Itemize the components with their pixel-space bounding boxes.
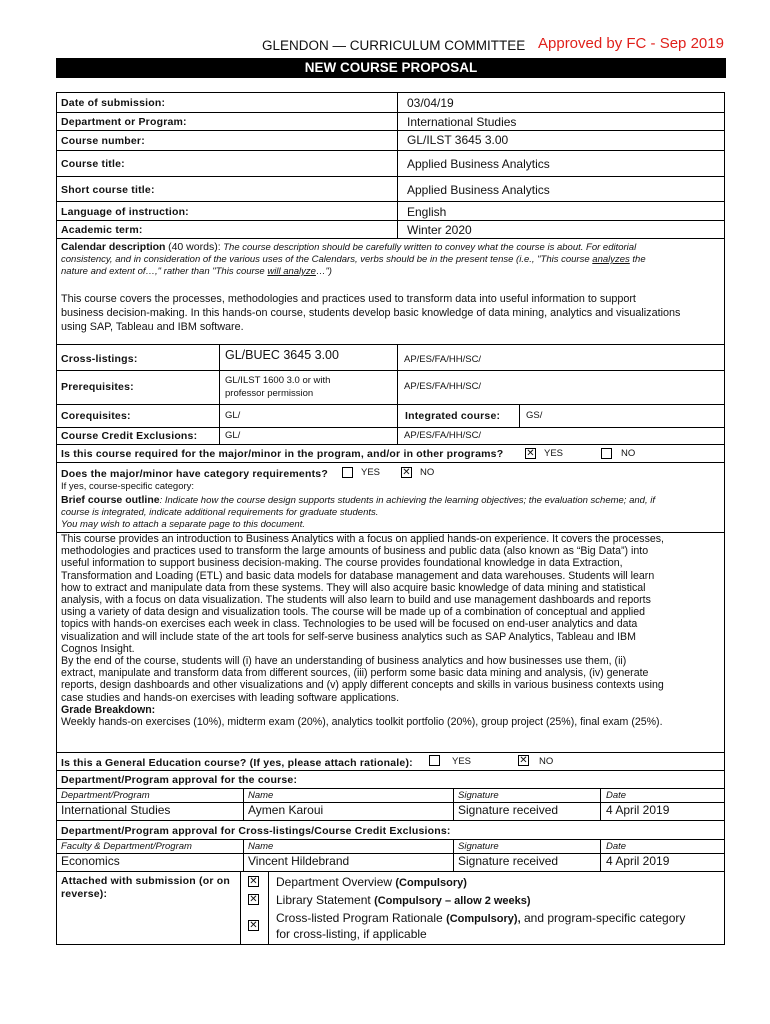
outline-instructions [61,494,721,531]
calendar-text-line: business decision-making. In this hands-on course, students develop basic knowledge of data mining, analytics and visualizations [61,307,681,319]
required-yes-label: YES [544,448,564,459]
cross-listed-rationale-checkbox[interactable] [248,920,259,931]
outline-instr-3: You may wish to attach a separate page to this document. [61,519,305,530]
approval2-name: Vincent Hildebrand [248,854,350,868]
approval-stamp: Approved by FC - Sep 2019 [538,35,724,52]
attachment-line2: for cross-listing, if applicable [276,927,427,941]
attachment-text: Library Statement [276,893,371,907]
approval1-col-date: Date [606,790,627,801]
prerequisites-label: Prerequisites: [61,381,134,393]
required-yes-checkbox[interactable] [525,448,536,459]
approval2-date: 4 April 2019 [606,854,670,868]
calendar-instr-1: The course description should be carefully written to convey what the course is about. For editorial [223,242,637,253]
grade-breakdown-text: Weekly hands-on exercises (10%), midterm exam (20%), analytics toolkit portfolio (20%), group project (25%), final exam (25%). [61,716,663,729]
dept-value: International Studies [407,115,517,129]
required-no-checkbox[interactable] [601,448,612,459]
dept-overview-checkbox[interactable] [248,876,259,887]
calendar-words: (40 words): [168,241,221,253]
outline-instr-1: : Indicate how the course design supports students in achieving the learning objectives; the evaluation scheme; and, if [159,495,655,506]
grade-breakdown-label: Grade Breakdown: [61,703,156,716]
course-title-label: Course title: [61,158,125,170]
approval1-col-dept: Department/Program [61,790,150,801]
category-question: Does the major/minor have category requirements? [61,468,328,480]
category-if-yes: If yes, course-specific category: [61,481,195,492]
gened-yes-checkbox[interactable] [429,755,440,766]
outline-line: topics with hands-on exercises each week in class. Technologies to be used will be focused on end-user analytics and data [61,618,638,631]
attachment-compulsory: (Compulsory), [446,913,521,925]
calendar-instr-2: consistency, and in consideration of the various uses of the Calendars, verbs should be in the present tense (i.e., "This course [61,254,590,265]
attached-label-line: Attached with submission (or on [61,875,230,887]
short-title-label: Short course title: [61,184,155,196]
category-yes-label: YES [361,467,381,478]
credit-exclusions-codes: AP/ES/FA/HH/SC/ [404,430,482,441]
required-question: Is this course required for the major/minor in the program, and/or in other programs? [61,448,504,460]
outline-line: Cognos Insight. [61,642,135,655]
calendar-text-line: This course covers the processes, methodologies and practices used to transform data into useful information to support [61,293,636,305]
prerequisites-codes: AP/ES/FA/HH/SC/ [404,381,482,392]
outline-line: This course provides an introduction to Business Analytics with a focus on applied hands-on experience. It covers the processes, [61,533,664,545]
prereq-line: GL/ILST 1600 3.0 or with [225,375,331,386]
approval1-col-signature: Signature [458,790,499,801]
outline-line: extract, manipulate and transform data from different sources, (iii) perform some basic data mining and analysis, (iv) generate [61,667,649,680]
cross-listings-value: GL/BUEC 3645 3.00 [225,348,339,362]
approval2-col-date: Date [606,841,627,852]
attached-label [61,875,230,901]
approval1-title: Department/Program approval for the course: [61,774,298,786]
corequisites-label: Corequisites: [61,410,131,422]
gened-no-label: NO [539,756,554,767]
proposal-banner-title: NEW COURSE PROPOSAL [304,60,478,75]
attachment-library-statement [276,893,531,907]
date-label: Date of submission: [61,97,166,109]
outline-line: analysis, with a focus on data visualization. The students will also learn to build and use management dashboards and reports [61,594,651,607]
gened-yes-label: YES [452,756,472,767]
language-label: Language of instruction: [61,206,189,218]
attachment-compulsory: (Compulsory) [395,877,467,889]
outline-line: how to extract and manipulate data from these systems. They will also acquire basic knowledge of data mining and statistical [61,581,646,594]
attachment-rest: and program-specific category [523,911,686,925]
required-no-label: NO [621,448,636,459]
library-statement-checkbox[interactable] [248,894,259,905]
prerequisites-value [225,374,330,400]
cross-listings-codes: AP/ES/FA/HH/SC/ [404,354,482,365]
approval1-col-name: Name [248,790,274,801]
category-no-label: NO [420,467,435,478]
approval2-col-dept: Faculty & Department/Program [61,841,192,852]
calendar-instr-2-end: the [632,254,646,265]
approval1-date: 4 April 2019 [606,803,670,817]
course-number-label: Course number: [61,135,145,147]
gened-no-checkbox[interactable] [518,755,529,766]
outline-line: useful information to support business decision-making. The course provides foundational knowledge in data Extraction, [61,557,623,570]
course-title-value: Applied Business Analytics [407,157,550,171]
credit-exclusions-value: GL/ [225,430,241,441]
attachment-text: Cross-listed Program Rationale [276,911,443,925]
calendar-instr-2-u: analyzes [592,254,630,265]
integrated-course-label: Integrated course: [405,410,501,422]
attachment-compulsory: (Compulsory – allow 2 weeks) [374,895,531,907]
approval1-signature: Signature received [458,803,559,817]
term-value: Winter 2020 [407,223,472,237]
outline-label: Brief course outline [61,494,160,506]
calendar-instr-3a: nature and extent of…," rather than "This course [61,266,265,277]
integrated-course-value: GS/ [526,410,543,421]
category-no-checkbox[interactable] [401,467,412,478]
dept-label: Department or Program: [61,116,187,128]
attachment-dept-overview [276,875,467,889]
outline-line: visualization and will include state of the art tools for self-serve business analytics such as SAP Analytics, Tableau and IBM [61,630,636,643]
gened-question: Is this a General Education course? (If yes, please attach rationale): [61,757,413,769]
outline-instr-2: course is integrated, indicate additional requirements for graduate students. [61,507,379,518]
corequisites-value: GL/ [225,410,241,421]
outline-line: Transformation and Loading (ETL) and basic data models for database management and data warehouses. Students will learn [61,569,655,582]
language-value: English [407,205,447,219]
date-value: 03/04/19 [407,96,454,110]
calendar-instructions [61,241,721,278]
attached-label-line: reverse): [61,888,108,900]
calendar-instr-3-u: will analyze [267,266,316,277]
outline-line: reports, design dashboards and other visualizations and (v) apply different concepts and skills in various business contexts using [61,679,664,692]
course-number-value: GL/ILST 3645 3.00 [407,133,509,147]
approval2-title: Department/Program approval for Cross-listings/Course Credit Exclusions: [61,825,451,837]
cross-listings-label: Cross-listings: [61,353,138,365]
approval2-col-signature: Signature [458,841,499,852]
term-label: Academic term: [61,224,143,236]
outline-line: methodologies and practices used to transform the large amounts of business and public data (also known as “Big Data”) into [61,545,649,558]
category-yes-checkbox[interactable] [342,467,353,478]
calendar-label: Calendar description [61,241,166,253]
committee-title: GLENDON — CURRICULUM COMMITTEE [262,38,526,53]
attachment-cross-listed-rationale [276,911,685,942]
calendar-instr-3b: …") [315,266,332,277]
credit-exclusions-label: Course Credit Exclusions: [61,430,198,442]
approval2-col-name: Name [248,841,274,852]
calendar-text [61,292,721,334]
short-title-value: Applied Business Analytics [407,183,550,197]
attachment-text: Department Overview [276,875,393,889]
approval1-dept: International Studies [61,803,171,817]
approval2-signature: Signature received [458,854,559,868]
prereq-line: professor permission [225,388,314,399]
approval2-dept: Economics [61,854,120,868]
approval1-name: Aymen Karoui [248,803,324,817]
calendar-text-line: using SAP, Tableau and IBM software. [61,321,244,333]
outline-line: By the end of the course, students will (i) have an understanding of business analytics and how businesses use them, (ii) [61,655,627,668]
outline-line: case studies and hands-on exercises with leading software applications. [61,691,400,704]
outline-line: using a variety of data design and visualization tools. The course will be made up of a combination of conceptual and applied [61,606,646,619]
outline-text [61,533,723,728]
